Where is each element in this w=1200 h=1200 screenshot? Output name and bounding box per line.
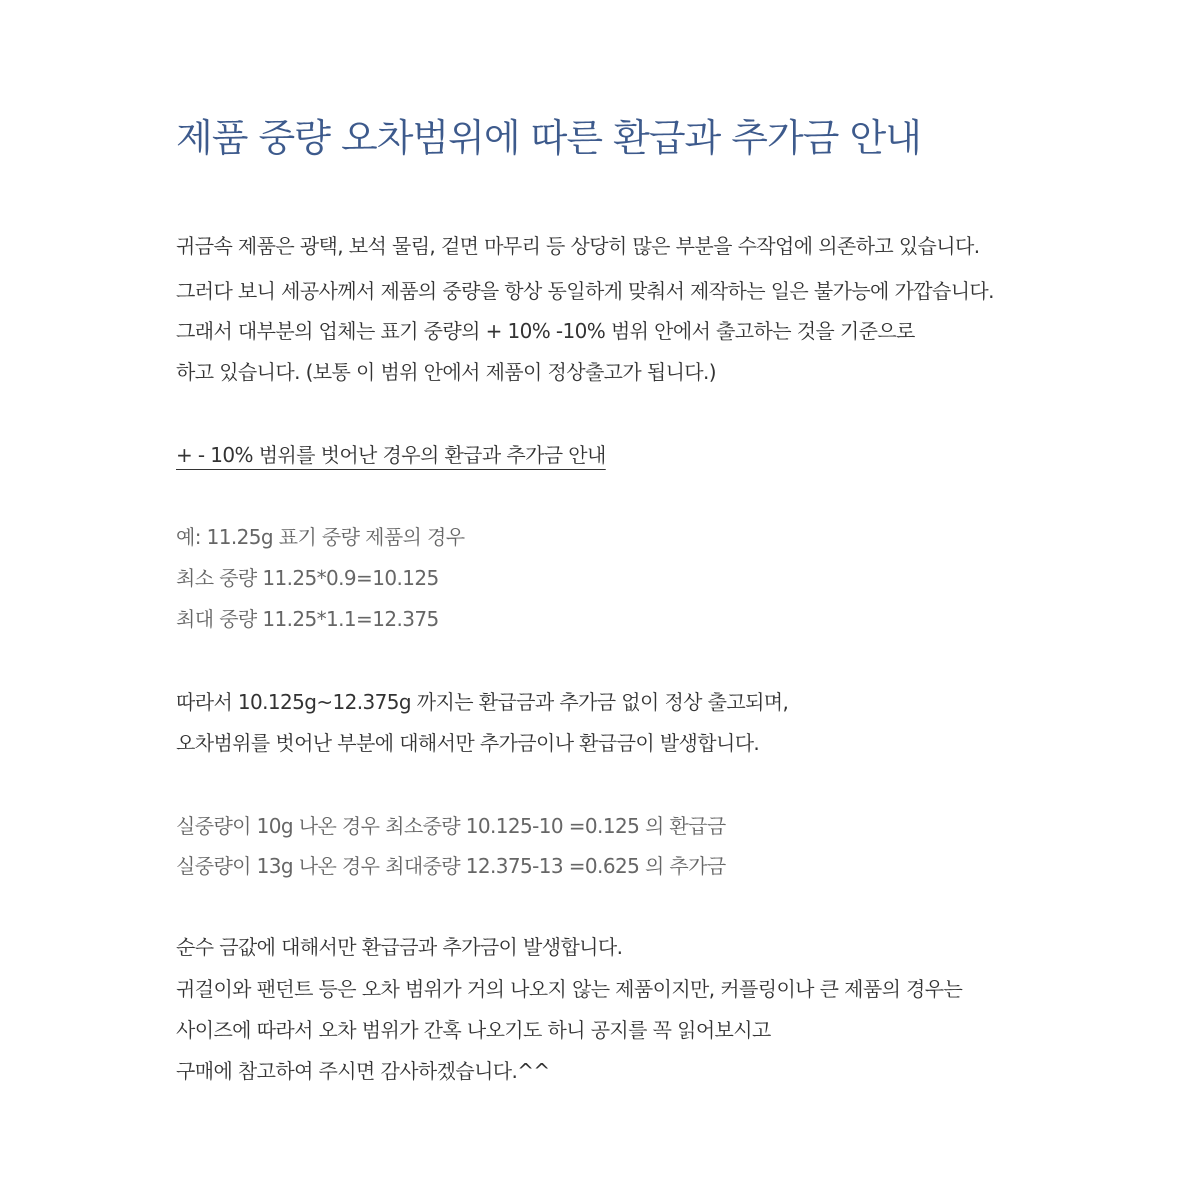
calculation-line-2: 실중량이 13g 나온 경우 최대중량 12.375-13 =0.625 의 추가금 [176, 854, 726, 878]
closing-line-1: 순수 금값에 대해서만 환급금과 추가금이 발생합니다. [176, 935, 623, 959]
example-line-3: 최대 중량 11.25*1.1=12.375 [176, 607, 439, 631]
intro-line-3: 그래서 대부분의 업체는 표기 중량의 + 10% -10% 범위 안에서 출고하는 것을 기준으로 [176, 319, 915, 343]
calculation-line-1: 실중량이 10g 나온 경우 최소중량 10.125-10 =0.125 의 환급금 [176, 814, 726, 838]
closing-line-4: 구매에 참고하여 주시면 감사하겠습니다.^^ [176, 1059, 550, 1083]
closing-line-3: 사이즈에 따라서 오차 범위가 간혹 나오기도 하니 공지를 꼭 읽어보시고 [176, 1018, 771, 1042]
example-line-2: 최소 중량 11.25*0.9=10.125 [176, 566, 439, 590]
intro-line-4: 하고 있습니다. (보통 이 범위 안에서 제품이 정상출고가 됩니다.) [176, 360, 716, 384]
intro-line-1: 귀금속 제품은 광택, 보석 물림, 겉면 마무리 등 상당히 많은 부분을 수작업에 의존하고 있습니다. [176, 234, 980, 258]
example-line-1: 예: 11.25g 표기 중량 제품의 경우 [176, 525, 465, 549]
closing-line-2: 귀걸이와 팬던트 등은 오차 범위가 거의 나오지 않는 제품이지만, 커플링이나 큰 제품의 경우는 [176, 977, 963, 1001]
section-heading: + - 10% 범위를 벗어난 경우의 환급과 추가금 안내 [176, 443, 606, 467]
range-note-line-2: 오차범위를 벗어난 부분에 대해서만 추가금이나 환급금이 발생합니다. [176, 731, 760, 755]
page-title: 제품 중량 오차범위에 따른 환급과 추가금 안내 [176, 116, 921, 160]
range-note-line-1: 따라서 10.125g~12.375g 까지는 환급금과 추가금 없이 정상 출고되며, [176, 690, 789, 714]
intro-line-2: 그러다 보니 세공사께서 제품의 중량을 항상 동일하게 맞춰서 제작하는 일은 불가능에 가깝습니다. [176, 279, 994, 303]
